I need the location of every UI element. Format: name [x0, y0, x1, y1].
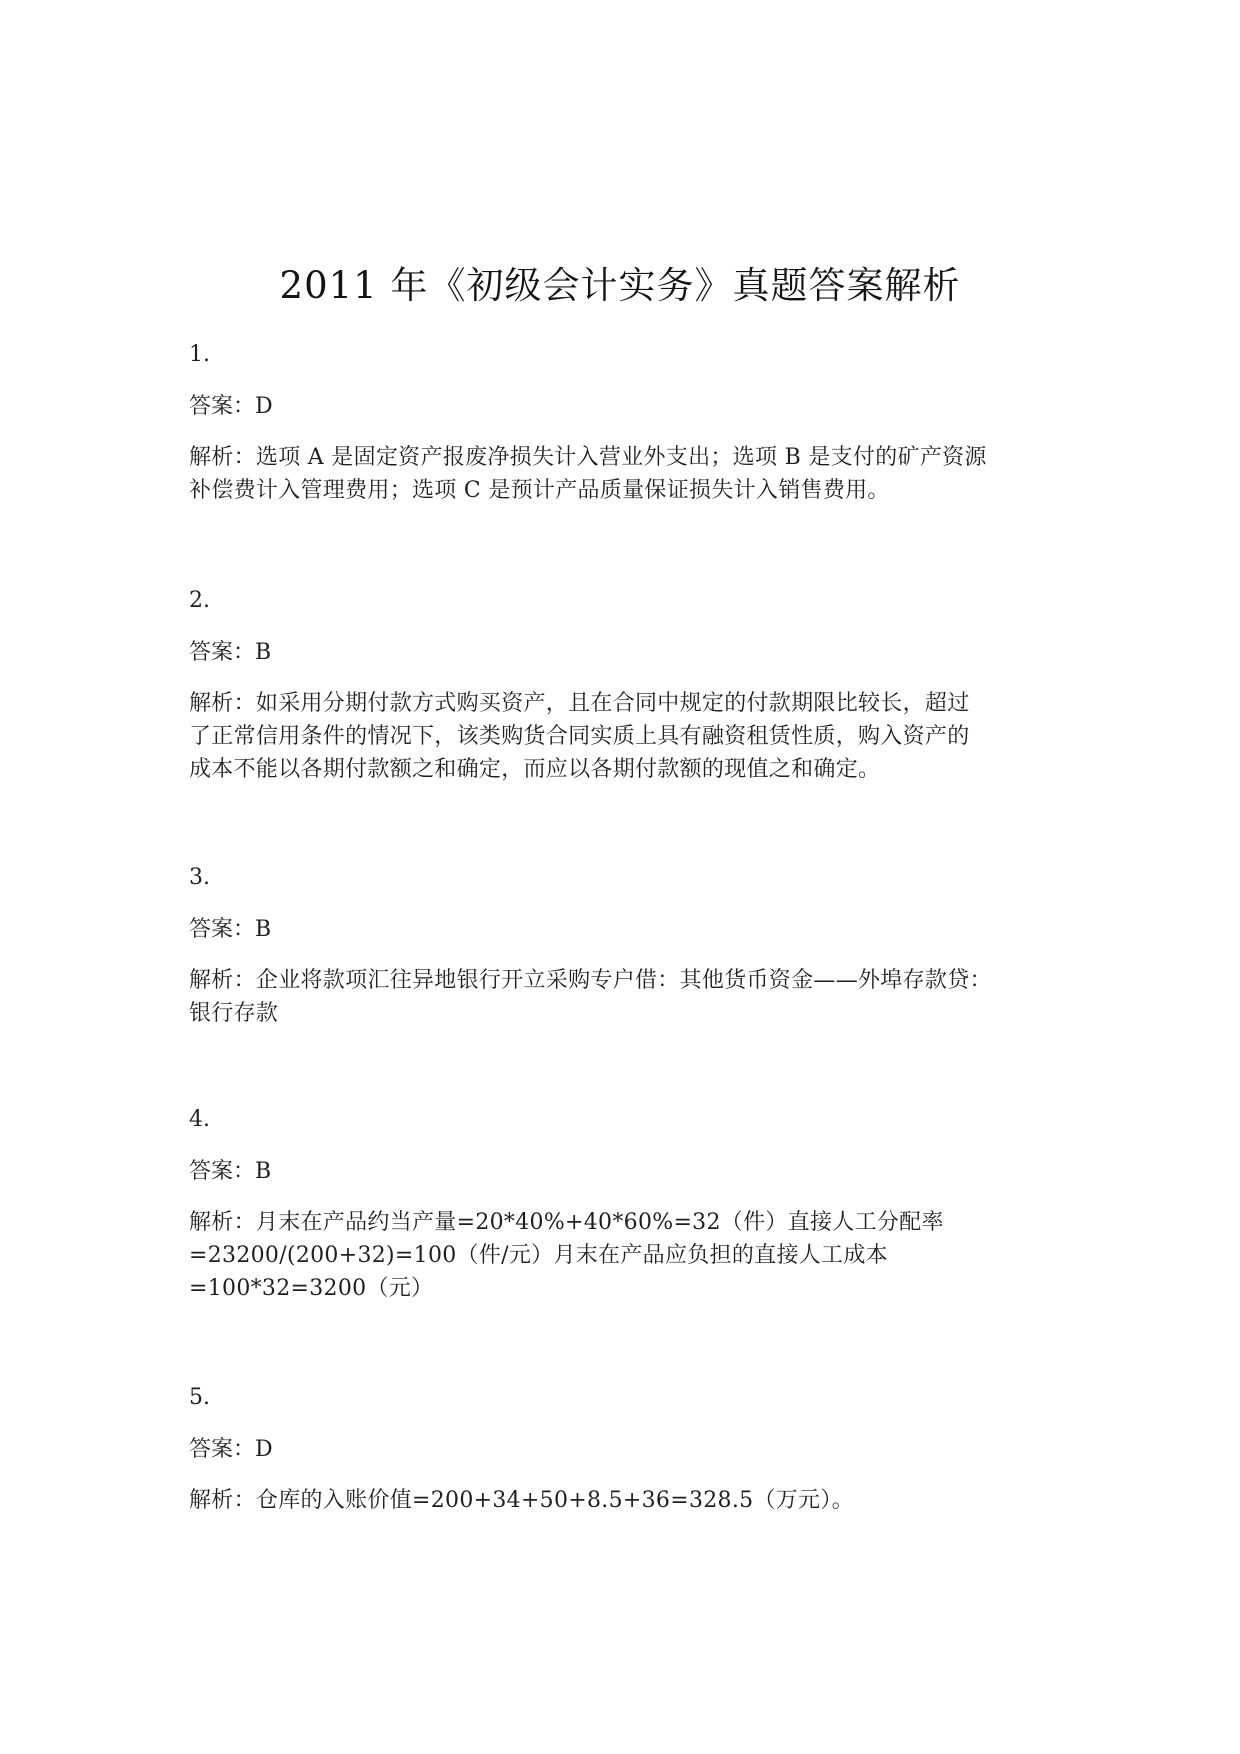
answer-text: 答案：B	[189, 917, 272, 942]
analysis-text: 解析：仓库的入账价值=200+34+50+8.5+36=328.5（万元）。	[189, 1488, 854, 1513]
analysis-text: 解析：选项 A 是固定资产报废净损失计入营业外支出；选项 B 是支付的矿产资源 补偿费计入管理费用；选项 C 是预计产品质量保证损失计入销售费用。	[189, 445, 987, 503]
question-number: 2.	[189, 588, 210, 613]
analysis-text: 解析：月末在产品约当产量=20*40%+40*60%=32（件）直接人工分配率 =23200/(200+32)=100（件/元）月末在产品应负担的直接人工成本 =100*32=3200（元）	[189, 1210, 944, 1301]
answer-text: 答案：D	[189, 394, 273, 419]
analysis-text: 解析：如采用分期付款方式购买资产，且在合同中规定的付款期限比较长，超过 了正常信用条件的情况下，该类购货合同实质上具有融资租赁性质，购入资产的 成本不能以各期付款额之和确定，而应以各期付款额的现值之和确定。	[189, 691, 970, 782]
question-item	[189, 585, 1069, 786]
question-item	[189, 862, 1069, 1030]
question-item	[189, 339, 1069, 507]
document-title: 2011 年《初级会计实务》真题答案解析	[279, 264, 961, 307]
question-number: 1.	[189, 342, 210, 367]
question-number: 4.	[189, 1107, 210, 1132]
question-number: 5.	[189, 1385, 210, 1410]
answer-text: 答案：D	[189, 1437, 273, 1462]
analysis-text: 解析：企业将款项汇往异地银行开立采购专户借：其他货币资金——外埠存款贷： 银行存款	[189, 968, 992, 1026]
question-number: 3.	[189, 865, 210, 890]
question-item	[189, 1104, 1069, 1305]
answer-text: 答案：B	[189, 1159, 272, 1184]
question-item	[189, 1382, 1069, 1517]
answer-text: 答案：B	[189, 640, 272, 665]
